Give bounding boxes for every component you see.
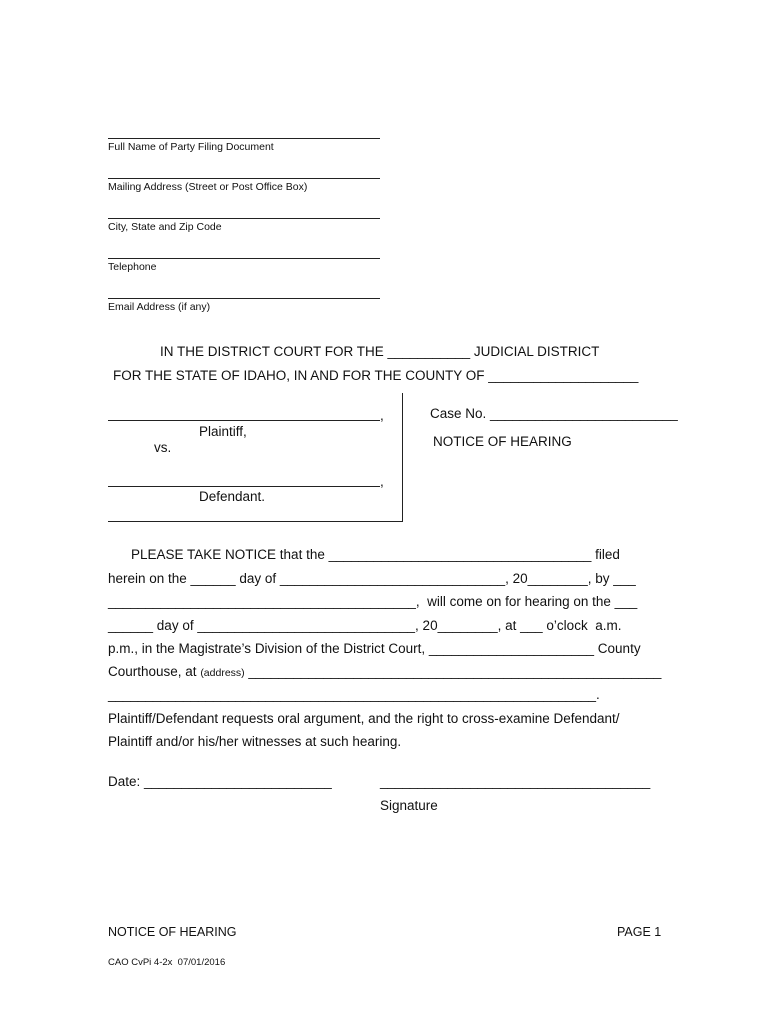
body-line-3: _________________________________________, will come on for hearing on the ___ (108, 594, 638, 609)
page-number: PAGE 1 (617, 925, 662, 939)
signature-line[interactable]: ____________________________________ (380, 774, 651, 789)
field-line-email[interactable] (108, 298, 380, 299)
body-line-8: Plaintiff/Defendant requests oral argument, and the right to cross-examine Defendant/ (108, 711, 620, 726)
field-label-name: Full Name of Party Filing Document (108, 141, 274, 153)
document-title: NOTICE OF HEARING (433, 434, 572, 449)
body-line-4: ______ day of _____________________________, 20________, at ___ o’clock a.m. (108, 618, 622, 633)
courthouse-at-text: Courthouse, at (108, 664, 201, 679)
field-label-city: City, State and Zip Code (108, 221, 222, 233)
footer-title: NOTICE OF HEARING (108, 925, 237, 939)
field-line-address[interactable] (108, 178, 380, 179)
address-blank[interactable]: _______________________________________________________ (244, 664, 662, 679)
caption-bottom-line (108, 521, 403, 522)
body-line-2: herein on the ______ day of ______________________________, 20________, by ___ (108, 571, 636, 586)
vs-label: vs. (154, 440, 172, 455)
address-hint: (address) (200, 667, 245, 679)
field-label-telephone: Telephone (108, 261, 157, 273)
body-line-6 (108, 664, 661, 679)
field-label-email: Email Address (if any) (108, 301, 211, 313)
body-line-1: PLEASE TAKE NOTICE that the ___________________________________ filed (131, 547, 620, 562)
defendant-name-line[interactable] (108, 486, 380, 487)
caption-vertical-divider (402, 393, 403, 522)
signature-label: Signature (380, 798, 438, 813)
defendant-label: Defendant. (199, 489, 266, 504)
plaintiff-comma: , (380, 408, 384, 423)
body-line-9: Plaintiff and/or his/her witnesses at such hearing. (108, 734, 402, 749)
plaintiff-name-line[interactable] (108, 420, 380, 421)
plaintiff-label: Plaintiff, (199, 424, 247, 439)
date-field[interactable]: Date: _________________________ (108, 774, 332, 789)
form-identifier: CAO CvPi 4-2x 07/01/2016 (108, 957, 226, 968)
court-heading-line1: IN THE DISTRICT COURT FOR THE ___________ JUDICIAL DISTRICT (160, 344, 600, 359)
field-label-address: Mailing Address (Street or Post Office Box) (108, 181, 308, 193)
field-line-telephone[interactable] (108, 258, 380, 259)
case-number-field[interactable]: Case No. _________________________ (430, 406, 678, 421)
body-line-5: p.m., in the Magistrate’s Division of the District Court, ______________________ County (108, 641, 641, 656)
field-line-name[interactable] (108, 138, 380, 139)
field-line-city[interactable] (108, 218, 380, 219)
defendant-comma: , (380, 474, 384, 489)
body-line-7[interactable]: _________________________________________________________________. (108, 687, 600, 702)
court-heading-line2: FOR THE STATE OF IDAHO, IN AND FOR THE COUNTY OF ____________________ (113, 368, 639, 383)
